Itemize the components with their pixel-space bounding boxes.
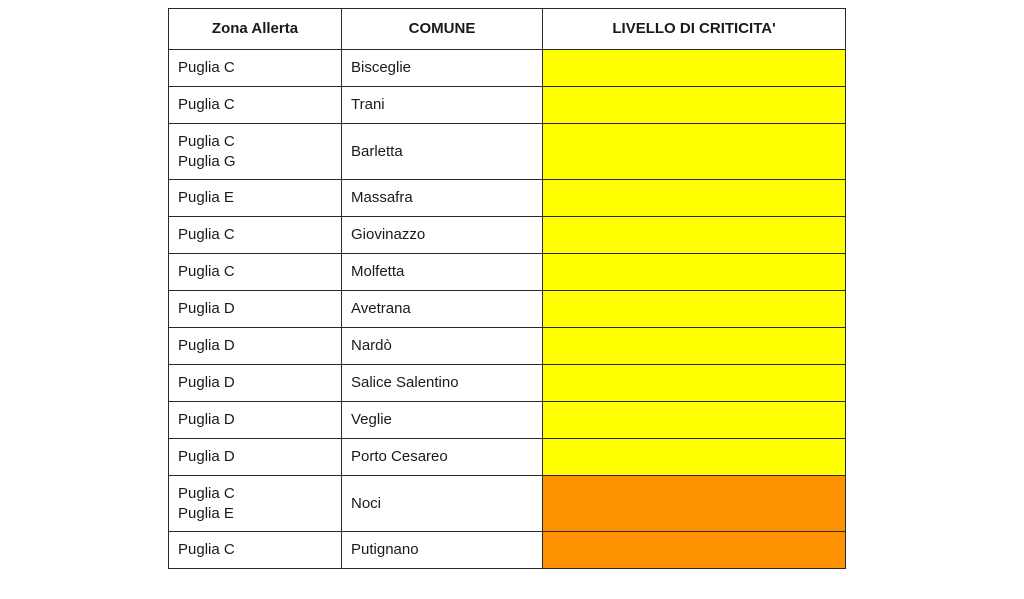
zona-allerta-value: Puglia C bbox=[178, 541, 235, 558]
table-row bbox=[169, 532, 846, 569]
table-row bbox=[169, 365, 846, 402]
zona-allerta-cell bbox=[169, 402, 342, 439]
zona-allerta-value: Puglia C bbox=[178, 132, 235, 150]
zona-allerta-value: Puglia C bbox=[178, 96, 235, 113]
comune-cell: Veglie bbox=[342, 402, 543, 439]
zona-allerta-value: Puglia D bbox=[178, 374, 235, 391]
zona-allerta-value: Puglia C bbox=[178, 263, 235, 280]
header-zona-allerta: Zona Allerta bbox=[169, 9, 342, 50]
table-body bbox=[169, 50, 846, 569]
zona-allerta-cell bbox=[169, 180, 342, 217]
table-row bbox=[169, 254, 846, 291]
table-row bbox=[169, 87, 846, 124]
zona-allerta-cell bbox=[169, 439, 342, 476]
criticita-level-cell bbox=[543, 328, 846, 365]
zona-allerta-cell bbox=[169, 532, 342, 569]
table-row bbox=[169, 124, 846, 180]
criticita-level-cell bbox=[543, 532, 846, 569]
zona-allerta-cell bbox=[169, 254, 342, 291]
zona-allerta-value: Puglia E bbox=[178, 189, 234, 206]
comune-cell: Trani bbox=[342, 87, 543, 124]
comune-cell: Massafra bbox=[342, 180, 543, 217]
table-row bbox=[169, 439, 846, 476]
alert-level-table bbox=[168, 8, 846, 569]
comune-cell: Bisceglie bbox=[342, 50, 543, 87]
criticita-level-cell bbox=[543, 180, 846, 217]
table-header-row bbox=[169, 9, 846, 50]
comune-cell: Giovinazzo bbox=[342, 217, 543, 254]
zona-allerta-value: Puglia D bbox=[178, 411, 235, 428]
header-comune: COMUNE bbox=[342, 9, 543, 50]
zona-allerta-cell bbox=[169, 124, 342, 180]
zona-allerta-cell bbox=[169, 476, 342, 532]
comune-cell: Putignano bbox=[342, 532, 543, 569]
zona-allerta-value: Puglia C bbox=[178, 59, 235, 76]
zona-allerta-cell bbox=[169, 87, 342, 124]
zona-allerta-cell bbox=[169, 50, 342, 87]
table-row bbox=[169, 291, 846, 328]
criticita-level-cell bbox=[543, 439, 846, 476]
table-row bbox=[169, 217, 846, 254]
comune-cell: Avetrana bbox=[342, 291, 543, 328]
criticita-level-cell bbox=[543, 217, 846, 254]
criticita-level-cell bbox=[543, 402, 846, 439]
header-livello-criticita: LIVELLO DI CRITICITA' bbox=[543, 9, 846, 50]
comune-cell: Porto Cesareo bbox=[342, 439, 543, 476]
zona-allerta-value: Puglia D bbox=[178, 448, 235, 465]
table-row bbox=[169, 402, 846, 439]
zona-allerta-cell bbox=[169, 365, 342, 402]
zona-allerta-value: Puglia D bbox=[178, 337, 235, 354]
comune-cell: Molfetta bbox=[342, 254, 543, 291]
zona-allerta-value: Puglia G bbox=[178, 152, 236, 170]
criticita-level-cell bbox=[543, 50, 846, 87]
zona-allerta-cell bbox=[169, 217, 342, 254]
zona-allerta-value: Puglia C bbox=[178, 226, 235, 243]
criticita-level-cell bbox=[543, 124, 846, 180]
table-row bbox=[169, 476, 846, 532]
table-row bbox=[169, 50, 846, 87]
table-row bbox=[169, 328, 846, 365]
zona-allerta-value: Puglia D bbox=[178, 300, 235, 317]
zona-allerta-cell bbox=[169, 328, 342, 365]
table-row bbox=[169, 180, 846, 217]
zona-allerta-cell bbox=[169, 291, 342, 328]
criticita-level-cell bbox=[543, 291, 846, 328]
zona-allerta-value: Puglia C bbox=[178, 484, 235, 502]
zona-allerta-value: Puglia E bbox=[178, 504, 234, 522]
criticita-level-cell bbox=[543, 254, 846, 291]
comune-cell: Noci bbox=[342, 476, 543, 532]
comune-cell: Barletta bbox=[342, 124, 543, 180]
comune-cell: Nardò bbox=[342, 328, 543, 365]
comune-cell: Salice Salentino bbox=[342, 365, 543, 402]
criticita-level-cell bbox=[543, 365, 846, 402]
criticita-level-cell bbox=[543, 476, 846, 532]
criticita-level-cell bbox=[543, 87, 846, 124]
